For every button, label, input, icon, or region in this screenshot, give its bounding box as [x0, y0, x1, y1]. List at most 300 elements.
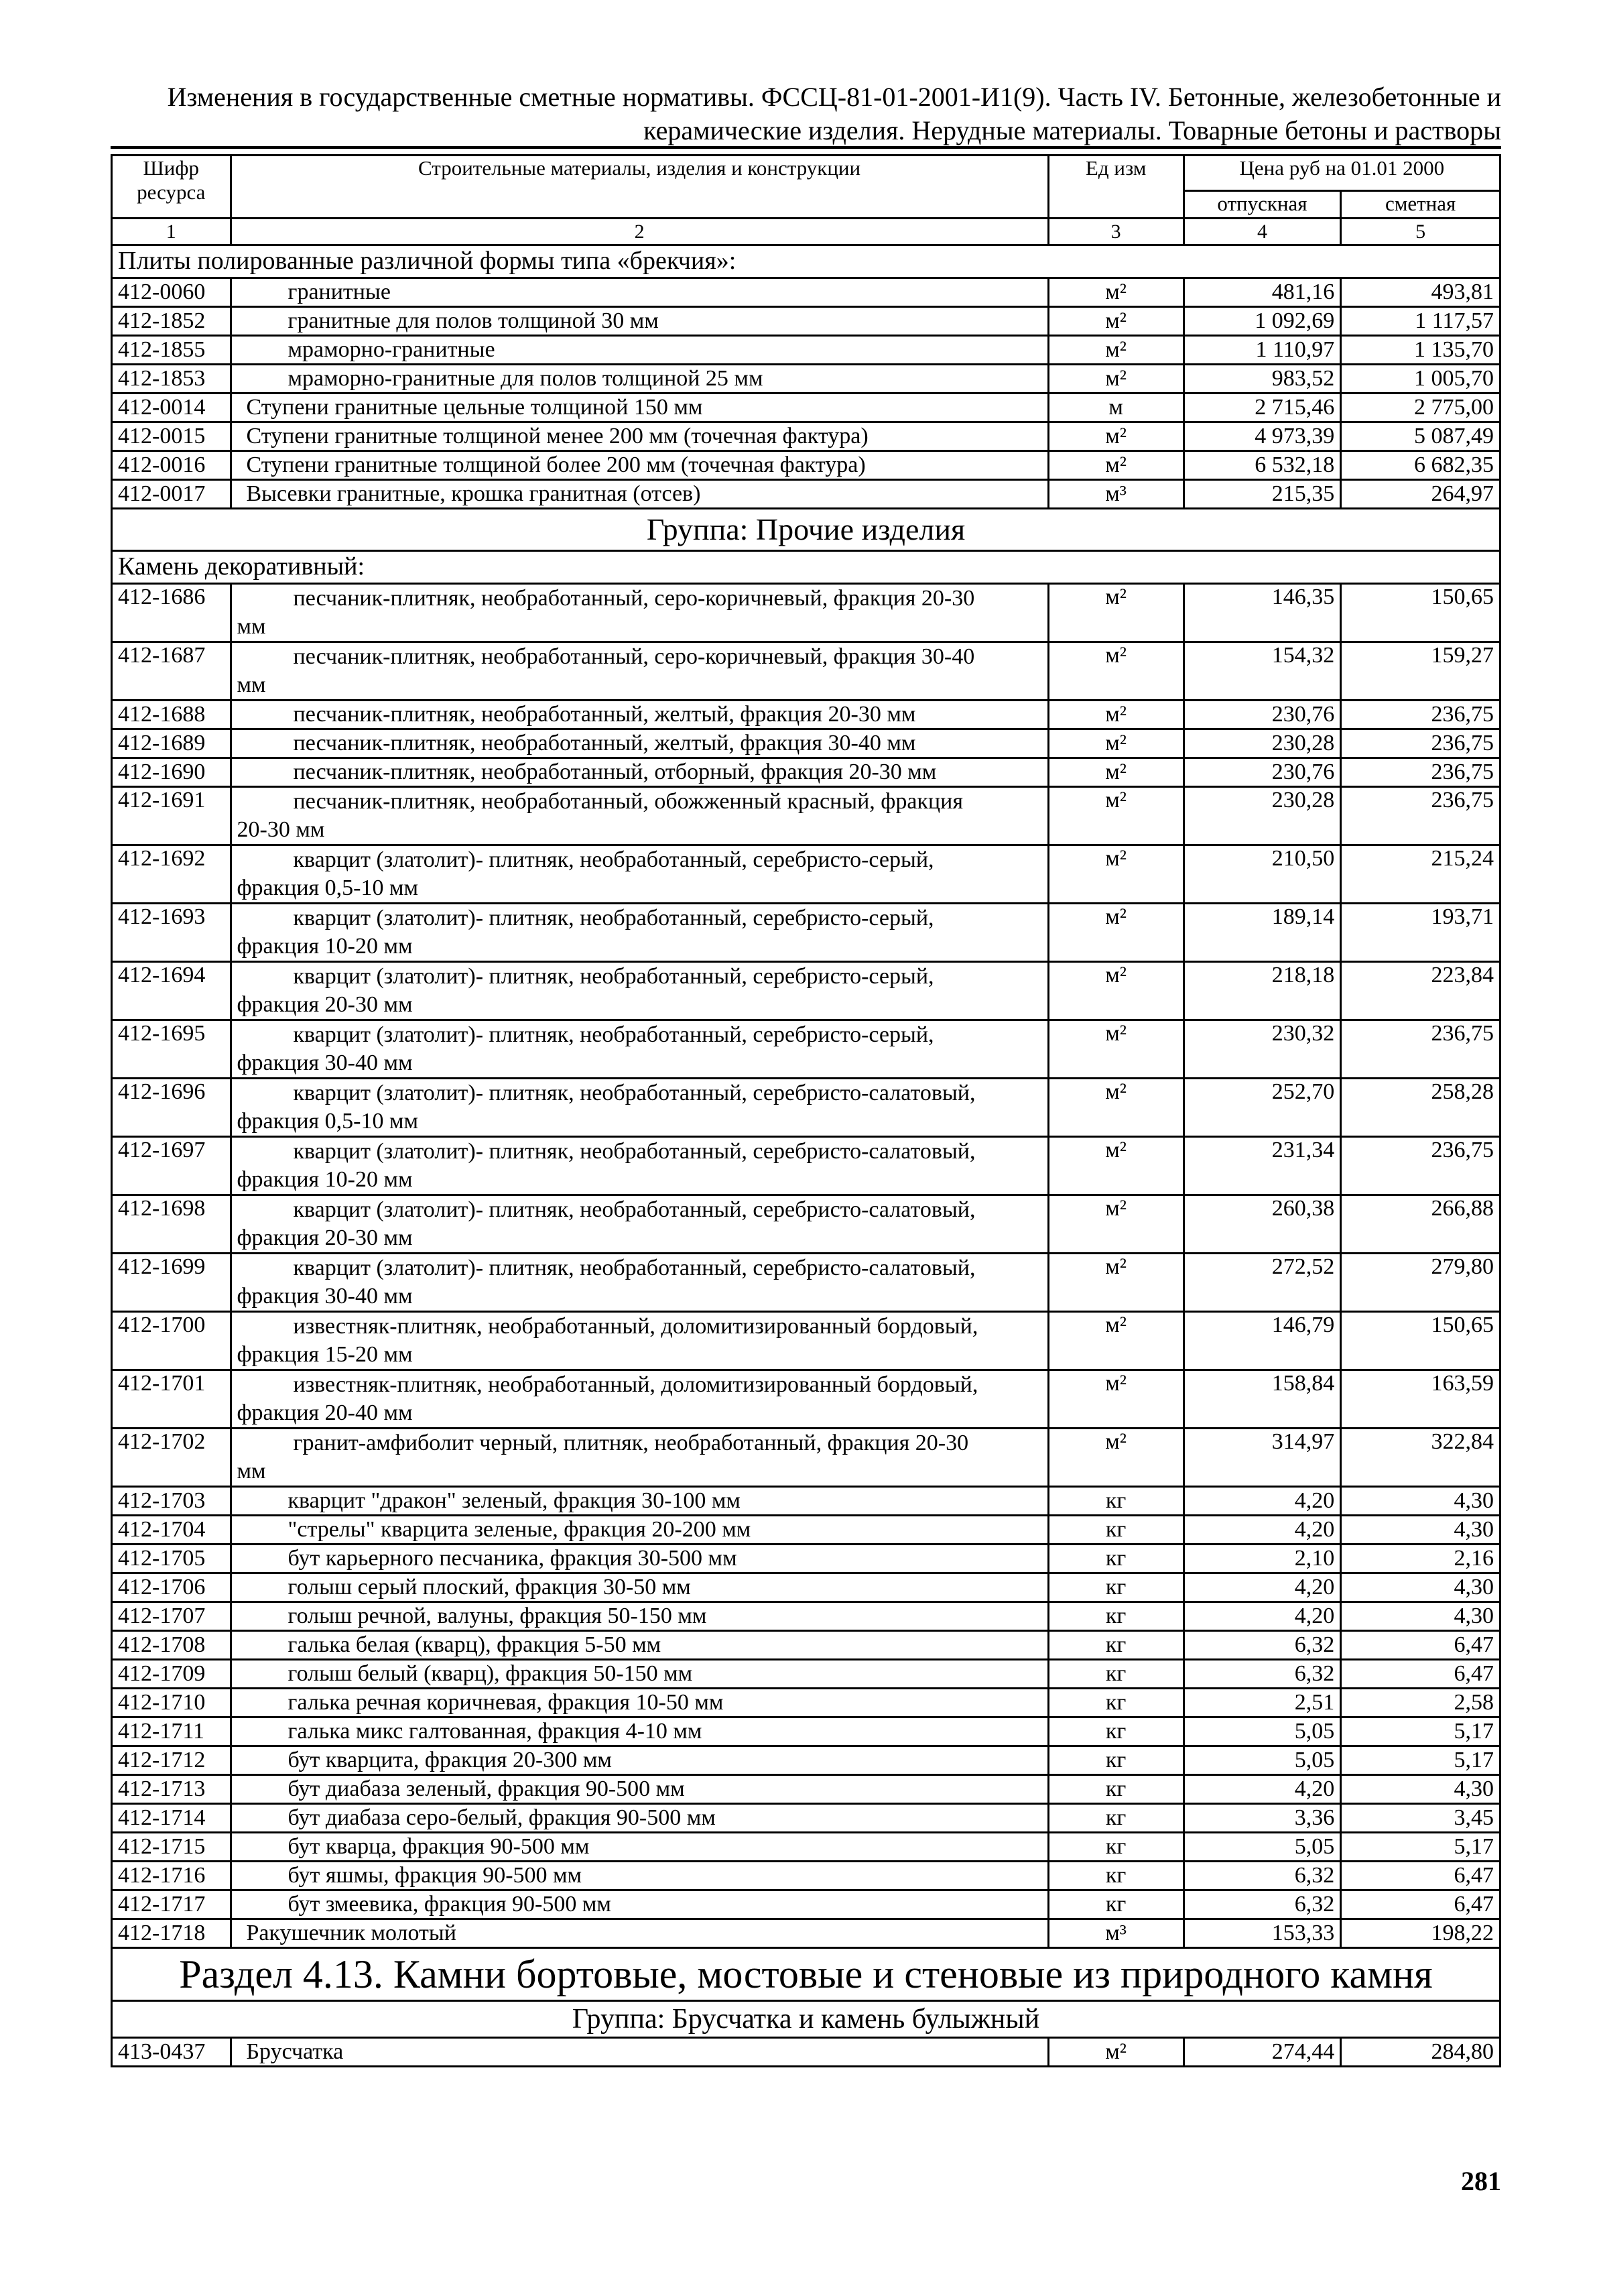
resource-code: 413-0437 — [112, 2038, 231, 2067]
release-price: 4,20 — [1184, 1573, 1341, 1602]
group-title-row — [112, 509, 1500, 551]
release-price: 4,20 — [1184, 1487, 1341, 1516]
release-price: 1 092,69 — [1184, 307, 1341, 336]
material-name — [231, 904, 1048, 962]
table-row — [112, 701, 1500, 729]
release-price: 146,35 — [1184, 584, 1341, 642]
table-row — [112, 1631, 1500, 1660]
table-row — [112, 2038, 1500, 2067]
estimate-price: 6,47 — [1341, 1862, 1500, 1890]
table-row — [112, 336, 1500, 365]
table-row — [112, 1254, 1500, 1312]
table-row — [112, 642, 1500, 701]
estimate-price: 1 135,70 — [1341, 336, 1500, 365]
table-row — [112, 1746, 1500, 1775]
material-name — [231, 1020, 1048, 1079]
resource-code: 412-1712 — [112, 1746, 231, 1775]
resource-code: 412-1716 — [112, 1862, 231, 1890]
unit-of-measure: м² — [1048, 1020, 1184, 1079]
release-price: 6,32 — [1184, 1660, 1341, 1689]
material-name: гранитные для полов толщиной 30 мм — [231, 307, 1048, 336]
unit-of-measure: кг — [1048, 1631, 1184, 1660]
estimate-price: 2 775,00 — [1341, 394, 1500, 422]
unit-of-measure: м² — [1048, 642, 1184, 701]
material-name — [231, 787, 1048, 845]
material-name — [231, 1254, 1048, 1312]
release-price: 2 715,46 — [1184, 394, 1341, 422]
release-price: 983,52 — [1184, 365, 1341, 394]
release-price: 6,32 — [1184, 1862, 1341, 1890]
unit-of-measure: кг — [1048, 1545, 1184, 1573]
material-name: Ступени гранитные цельные толщиной 150 мм — [231, 394, 1048, 422]
material-name — [231, 1079, 1048, 1137]
unit-of-measure: м² — [1048, 1137, 1184, 1195]
estimate-price: 5 087,49 — [1341, 422, 1500, 451]
table-row — [112, 1717, 1500, 1746]
material-name-line-2: фракция 20-40 мм — [237, 1400, 413, 1425]
unit-of-measure: кг — [1048, 1602, 1184, 1631]
material-name — [231, 1137, 1048, 1195]
resource-code: 412-1718 — [112, 1919, 231, 1948]
table-row — [112, 1804, 1500, 1833]
material-name — [231, 758, 1048, 787]
table-row — [112, 1487, 1500, 1516]
material-name-line-1: кварцит (златолит)- плитняк, необработанный, серебристо-серый, — [293, 847, 934, 872]
unit-of-measure: м² — [1048, 1254, 1184, 1312]
material-name: кварцит "дракон" зеленый, фракция 30-100 мм — [231, 1487, 1048, 1516]
resource-code: 412-1713 — [112, 1775, 231, 1804]
release-price: 2,10 — [1184, 1545, 1341, 1573]
estimate-price: 215,24 — [1341, 845, 1500, 904]
estimate-price: 493,81 — [1341, 278, 1500, 307]
estimate-price: 236,75 — [1341, 729, 1500, 758]
material-name: "стрелы" кварцита зеленые, фракция 20-200 мм — [231, 1516, 1048, 1545]
resource-code: 412-1693 — [112, 904, 231, 962]
material-name — [231, 642, 1048, 701]
unit-of-measure: м — [1048, 394, 1184, 422]
unit-of-measure: кг — [1048, 1862, 1184, 1890]
material-name-line-1: кварцит (златолит)- плитняк, необработанный, серебристо-салатовый, — [293, 1081, 976, 1105]
material-name-line-1: песчаник-плитняк, необработанный, желтый, фракция 30-40 мм — [293, 731, 916, 756]
material-name-line-1: песчаник-плитняк, необработанный, серо-коричневый, фракция 20-30 — [293, 586, 975, 611]
unit-of-measure: м² — [1048, 336, 1184, 365]
release-price: 5,05 — [1184, 1833, 1341, 1862]
release-price: 230,28 — [1184, 787, 1341, 845]
release-price: 481,16 — [1184, 278, 1341, 307]
release-price: 2,51 — [1184, 1689, 1341, 1717]
material-name-line-1: песчаник-плитняк, необработанный, отборный, фракция 20-30 мм — [293, 760, 937, 784]
resource-code: 412-1710 — [112, 1689, 231, 1717]
release-price: 230,76 — [1184, 701, 1341, 729]
col-header-code: Шифр ресурса — [112, 156, 231, 219]
estimate-price: 5,17 — [1341, 1746, 1500, 1775]
estimate-price: 223,84 — [1341, 962, 1500, 1020]
estimate-price: 6 682,35 — [1341, 451, 1500, 480]
release-price: 4,20 — [1184, 1602, 1341, 1631]
table-row — [112, 1429, 1500, 1487]
release-price: 231,34 — [1184, 1137, 1341, 1195]
release-price: 210,50 — [1184, 845, 1341, 904]
table-row — [112, 1020, 1500, 1079]
release-price: 6 532,18 — [1184, 451, 1341, 480]
table-row — [112, 584, 1500, 642]
material-name: Ступени гранитные толщиной более 200 мм (точечная фактура) — [231, 451, 1048, 480]
release-price: 218,18 — [1184, 962, 1341, 1020]
subgroup-title-row — [112, 245, 1500, 278]
resource-code: 412-0060 — [112, 278, 231, 307]
unit-of-measure: кг — [1048, 1487, 1184, 1516]
estimate-price: 198,22 — [1341, 1919, 1500, 1948]
col-header-release: отпускная — [1184, 191, 1341, 219]
material-name-line-2: 20-30 мм — [237, 817, 325, 842]
material-name: галька речная коричневая, фракция 10-50 мм — [231, 1689, 1048, 1717]
estimate-price: 1 005,70 — [1341, 365, 1500, 394]
material-name: галька микс галтованная, фракция 4-10 мм — [231, 1717, 1048, 1746]
estimate-price: 236,75 — [1341, 787, 1500, 845]
table-row — [112, 729, 1500, 758]
unit-of-measure: м² — [1048, 962, 1184, 1020]
unit-of-measure: м² — [1048, 2038, 1184, 2067]
price-table — [111, 154, 1501, 2067]
unit-of-measure: кг — [1048, 1660, 1184, 1689]
estimate-price: 264,97 — [1341, 480, 1500, 509]
table-row — [112, 1079, 1500, 1137]
material-name: Ступени гранитные толщиной менее 200 мм (точечная фактура) — [231, 422, 1048, 451]
material-name — [231, 701, 1048, 729]
material-name-line-2: мм — [237, 614, 266, 639]
release-price: 260,38 — [1184, 1195, 1341, 1254]
col-number: 4 — [1184, 219, 1341, 245]
material-name-line-1: гранит-амфиболит черный, плитняк, необработанный, фракция 20-30 — [293, 1431, 969, 1455]
resource-code: 412-1708 — [112, 1631, 231, 1660]
material-name: бут кварца, фракция 90-500 мм — [231, 1833, 1048, 1862]
resource-code: 412-1717 — [112, 1890, 231, 1919]
resource-code: 412-1704 — [112, 1516, 231, 1545]
resource-code: 412-1705 — [112, 1545, 231, 1573]
estimate-price: 236,75 — [1341, 758, 1500, 787]
release-price: 215,35 — [1184, 480, 1341, 509]
release-price: 230,28 — [1184, 729, 1341, 758]
col-header-unit: Ед изм — [1048, 156, 1184, 219]
estimate-price: 4,30 — [1341, 1573, 1500, 1602]
estimate-price: 6,47 — [1341, 1631, 1500, 1660]
table-row — [112, 422, 1500, 451]
estimate-price: 258,28 — [1341, 1079, 1500, 1137]
table-row — [112, 1312, 1500, 1370]
unit-of-measure: м² — [1048, 758, 1184, 787]
resource-code: 412-1714 — [112, 1804, 231, 1833]
release-price: 6,32 — [1184, 1890, 1341, 1919]
material-name-line-2: фракция 30-40 мм — [237, 1050, 413, 1075]
table-row — [112, 962, 1500, 1020]
resource-code: 412-1711 — [112, 1717, 231, 1746]
table-row — [112, 1833, 1500, 1862]
release-price: 189,14 — [1184, 904, 1341, 962]
page-number: 281 — [1461, 2166, 1501, 2196]
release-price: 4,20 — [1184, 1775, 1341, 1804]
unit-of-measure: м² — [1048, 787, 1184, 845]
unit-of-measure: кг — [1048, 1689, 1184, 1717]
table-row — [112, 1545, 1500, 1573]
unit-of-measure: м² — [1048, 1429, 1184, 1487]
table-row — [112, 1602, 1500, 1631]
subgroup-title: Плиты полированные различной формы типа «брекчия»: — [112, 245, 1500, 278]
col-header-estimate: сметная — [1341, 191, 1500, 219]
table-row — [112, 1370, 1500, 1429]
estimate-price: 1 117,57 — [1341, 307, 1500, 336]
resource-code: 412-1702 — [112, 1429, 231, 1487]
release-price: 252,70 — [1184, 1079, 1341, 1137]
table-row — [112, 480, 1500, 509]
resource-code: 412-1696 — [112, 1079, 231, 1137]
resource-code: 412-0014 — [112, 394, 231, 422]
material-name: голыш белый (кварц), фракция 50-150 мм — [231, 1660, 1048, 1689]
unit-of-measure: м² — [1048, 278, 1184, 307]
unit-of-measure: м² — [1048, 1370, 1184, 1429]
material-name: бут яшмы, фракция 90-500 мм — [231, 1862, 1048, 1890]
section-title-row — [112, 1948, 1500, 2001]
resource-code: 412-1852 — [112, 307, 231, 336]
material-name-line-2: фракция 10-20 мм — [237, 1167, 413, 1192]
resource-code: 412-1686 — [112, 584, 231, 642]
resource-code: 412-1700 — [112, 1312, 231, 1370]
resource-code: 412-1698 — [112, 1195, 231, 1254]
estimate-price: 322,84 — [1341, 1429, 1500, 1487]
material-name-line-1: известняк-плитняк, необработанный, доломитизированный бордовый, — [293, 1372, 978, 1397]
unit-of-measure: м³ — [1048, 480, 1184, 509]
resource-code: 412-0017 — [112, 480, 231, 509]
col-number: 1 — [112, 219, 231, 245]
resource-code: 412-1709 — [112, 1660, 231, 1689]
material-name — [231, 845, 1048, 904]
material-name-line-2: фракция 20-30 мм — [237, 992, 413, 1017]
material-name: Ракушечник молотый — [231, 1919, 1048, 1948]
group-title: Группа: Прочие изделия — [112, 509, 1500, 551]
table-row — [112, 1573, 1500, 1602]
material-name: мраморно-гранитные для полов толщиной 25 мм — [231, 365, 1048, 394]
table-row — [112, 1890, 1500, 1919]
material-name: бут диабаза зеленый, фракция 90-500 мм — [231, 1775, 1048, 1804]
unit-of-measure: кг — [1048, 1746, 1184, 1775]
material-name-line-2: фракция 15-20 мм — [237, 1342, 413, 1367]
material-name: бут змеевика, фракция 90-500 мм — [231, 1890, 1048, 1919]
material-name-line-1: песчаник-плитняк, необработанный, обожженный красный, фракция — [293, 789, 963, 814]
table-row — [112, 1516, 1500, 1545]
header-rule — [111, 146, 1501, 149]
estimate-price: 284,80 — [1341, 2038, 1500, 2067]
material-name-line-2: фракция 0,5-10 мм — [237, 875, 419, 900]
resource-code: 412-1715 — [112, 1833, 231, 1862]
material-name: гранитные — [231, 278, 1048, 307]
table-row — [112, 845, 1500, 904]
resource-code: 412-1691 — [112, 787, 231, 845]
material-name-line-2: мм — [237, 672, 266, 697]
material-name — [231, 962, 1048, 1020]
resource-code: 412-1699 — [112, 1254, 231, 1312]
col-header-name: Строительные материалы, изделия и конструкции — [231, 156, 1048, 219]
group-title: Группа: Брусчатка и камень булыжный — [112, 2001, 1500, 2038]
release-price: 4,20 — [1184, 1516, 1341, 1545]
material-name-line-1: известняк-плитняк, необработанный, доломитизированный бордовый, — [293, 1314, 978, 1339]
material-name: мраморно-гранитные — [231, 336, 1048, 365]
unit-of-measure: кг — [1048, 1890, 1184, 1919]
estimate-price: 4,30 — [1341, 1602, 1500, 1631]
resource-code: 412-1853 — [112, 365, 231, 394]
unit-of-measure: м² — [1048, 701, 1184, 729]
table-body — [112, 245, 1500, 2067]
resource-code: 412-1855 — [112, 336, 231, 365]
material-name: голыш серый плоский, фракция 30-50 мм — [231, 1573, 1048, 1602]
material-name — [231, 1195, 1048, 1254]
unit-of-measure: м² — [1048, 451, 1184, 480]
col-header-price: Цена руб на 01.01 2000 — [1184, 156, 1500, 191]
unit-of-measure: м² — [1048, 584, 1184, 642]
table-row — [112, 1195, 1500, 1254]
estimate-price: 2,58 — [1341, 1689, 1500, 1717]
resource-code: 412-1697 — [112, 1137, 231, 1195]
estimate-price: 4,30 — [1341, 1516, 1500, 1545]
section-title: Раздел 4.13. Камни бортовые, мостовые и стеновые из природного камня — [112, 1948, 1500, 2001]
material-name: бут кварцита, фракция 20-300 мм — [231, 1746, 1048, 1775]
material-name: бут диабаза серо-белый, фракция 90-500 мм — [231, 1804, 1048, 1833]
col-number: 2 — [231, 219, 1048, 245]
material-name — [231, 1370, 1048, 1429]
table-row — [112, 787, 1500, 845]
table-row — [112, 307, 1500, 336]
estimate-price: 163,59 — [1341, 1370, 1500, 1429]
material-name — [231, 1429, 1048, 1487]
unit-of-measure: кг — [1048, 1516, 1184, 1545]
release-price: 230,76 — [1184, 758, 1341, 787]
unit-of-measure: м² — [1048, 1079, 1184, 1137]
estimate-price: 236,75 — [1341, 1137, 1500, 1195]
estimate-price: 236,75 — [1341, 1020, 1500, 1079]
release-price: 314,97 — [1184, 1429, 1341, 1487]
release-price: 5,05 — [1184, 1717, 1341, 1746]
estimate-price: 193,71 — [1341, 904, 1500, 962]
material-name — [231, 584, 1048, 642]
material-name: голыш речной, валуны, фракция 50-150 мм — [231, 1602, 1048, 1631]
estimate-price: 6,47 — [1341, 1890, 1500, 1919]
table-row — [112, 1919, 1500, 1948]
group-title-row — [112, 2001, 1500, 2038]
estimate-price: 5,17 — [1341, 1833, 1500, 1862]
resource-code: 412-1688 — [112, 701, 231, 729]
unit-of-measure: кг — [1048, 1775, 1184, 1804]
material-name: Высевки гранитные, крошка гранитная (отсев) — [231, 480, 1048, 509]
material-name — [231, 729, 1048, 758]
material-name-line-1: песчаник-плитняк, необработанный, желтый, фракция 20-30 мм — [293, 702, 916, 727]
resource-code: 412-1707 — [112, 1602, 231, 1631]
material-name-line-2: фракция 20-30 мм — [237, 1225, 413, 1250]
col-number: 5 — [1341, 219, 1500, 245]
release-price: 272,52 — [1184, 1254, 1341, 1312]
material-name-line-1: песчаник-плитняк, необработанный, серо-коричневый, фракция 30-40 — [293, 644, 975, 669]
table-row — [112, 758, 1500, 787]
table-row — [112, 1862, 1500, 1890]
release-price: 146,79 — [1184, 1312, 1341, 1370]
resource-code: 412-1690 — [112, 758, 231, 787]
unit-of-measure: м² — [1048, 1312, 1184, 1370]
table-row — [112, 451, 1500, 480]
resource-code: 412-1695 — [112, 1020, 231, 1079]
release-price: 4 973,39 — [1184, 422, 1341, 451]
estimate-price: 2,16 — [1341, 1545, 1500, 1573]
unit-of-measure: м² — [1048, 845, 1184, 904]
col-number: 3 — [1048, 219, 1184, 245]
material-name-line-1: кварцит (златолит)- плитняк, необработанный, серебристо-салатовый, — [293, 1256, 976, 1280]
page-header — [111, 80, 1501, 147]
material-name-line-1: кварцит (златолит)- плитняк, необработанный, серебристо-серый, — [293, 1022, 934, 1047]
unit-of-measure: м² — [1048, 729, 1184, 758]
unit-of-measure: м² — [1048, 1195, 1184, 1254]
header-line-2: керамические изделия. Нерудные материалы. Товарные бетоны и растворы — [643, 115, 1501, 145]
table-row — [112, 1660, 1500, 1689]
material-name-line-2: фракция 10-20 мм — [237, 934, 413, 959]
release-price: 154,32 — [1184, 642, 1341, 701]
unit-of-measure: м² — [1048, 904, 1184, 962]
material-name: галька белая (кварц), фракция 5-50 мм — [231, 1631, 1048, 1660]
release-price: 3,36 — [1184, 1804, 1341, 1833]
resource-code: 412-1687 — [112, 642, 231, 701]
material-name: бут карьерного песчаника, фракция 30-500 мм — [231, 1545, 1048, 1573]
material-name — [231, 1312, 1048, 1370]
header-line-1: Изменения в государственные сметные нормативы. ФССЦ-81-01-2001-И1(9). Часть IV. Бетонные, железобетонные и — [167, 82, 1501, 112]
resource-code: 412-1701 — [112, 1370, 231, 1429]
table-row — [112, 904, 1500, 962]
estimate-price: 4,30 — [1341, 1775, 1500, 1804]
material-name-line-2: фракция 0,5-10 мм — [237, 1109, 419, 1134]
release-price: 6,32 — [1184, 1631, 1341, 1660]
estimate-price: 6,47 — [1341, 1660, 1500, 1689]
material-name-line-1: кварцит (златолит)- плитняк, необработанный, серебристо-салатовый, — [293, 1197, 976, 1222]
material-name-line-1: кварцит (златолит)- плитняк, необработанный, серебристо-салатовый, — [293, 1139, 976, 1164]
table-row — [112, 1137, 1500, 1195]
material-name-line-2: мм — [237, 1459, 266, 1484]
table-row — [112, 1689, 1500, 1717]
subgroup-title-row — [112, 551, 1500, 584]
release-price: 1 110,97 — [1184, 336, 1341, 365]
unit-of-measure: кг — [1048, 1804, 1184, 1833]
resource-code: 412-1694 — [112, 962, 231, 1020]
unit-of-measure: м³ — [1048, 1919, 1184, 1948]
material-name: Брусчатка — [231, 2038, 1048, 2067]
table-row — [112, 278, 1500, 307]
unit-of-measure: м² — [1048, 307, 1184, 336]
unit-of-measure: кг — [1048, 1717, 1184, 1746]
release-price: 230,32 — [1184, 1020, 1341, 1079]
table-row — [112, 394, 1500, 422]
unit-of-measure: кг — [1048, 1833, 1184, 1862]
estimate-price: 4,30 — [1341, 1487, 1500, 1516]
material-name-line-2: фракция 30-40 мм — [237, 1284, 413, 1309]
estimate-price: 159,27 — [1341, 642, 1500, 701]
estimate-price: 279,80 — [1341, 1254, 1500, 1312]
subgroup-title: Камень декоративный: — [112, 551, 1500, 584]
estimate-price: 5,17 — [1341, 1717, 1500, 1746]
resource-code: 412-0016 — [112, 451, 231, 480]
table-row — [112, 365, 1500, 394]
unit-of-measure: м² — [1048, 422, 1184, 451]
resource-code: 412-0015 — [112, 422, 231, 451]
unit-of-measure: кг — [1048, 1573, 1184, 1602]
resource-code: 412-1706 — [112, 1573, 231, 1602]
resource-code: 412-1692 — [112, 845, 231, 904]
table-row — [112, 1775, 1500, 1804]
release-price: 5,05 — [1184, 1746, 1341, 1775]
resource-code: 412-1703 — [112, 1487, 231, 1516]
estimate-price: 236,75 — [1341, 701, 1500, 729]
